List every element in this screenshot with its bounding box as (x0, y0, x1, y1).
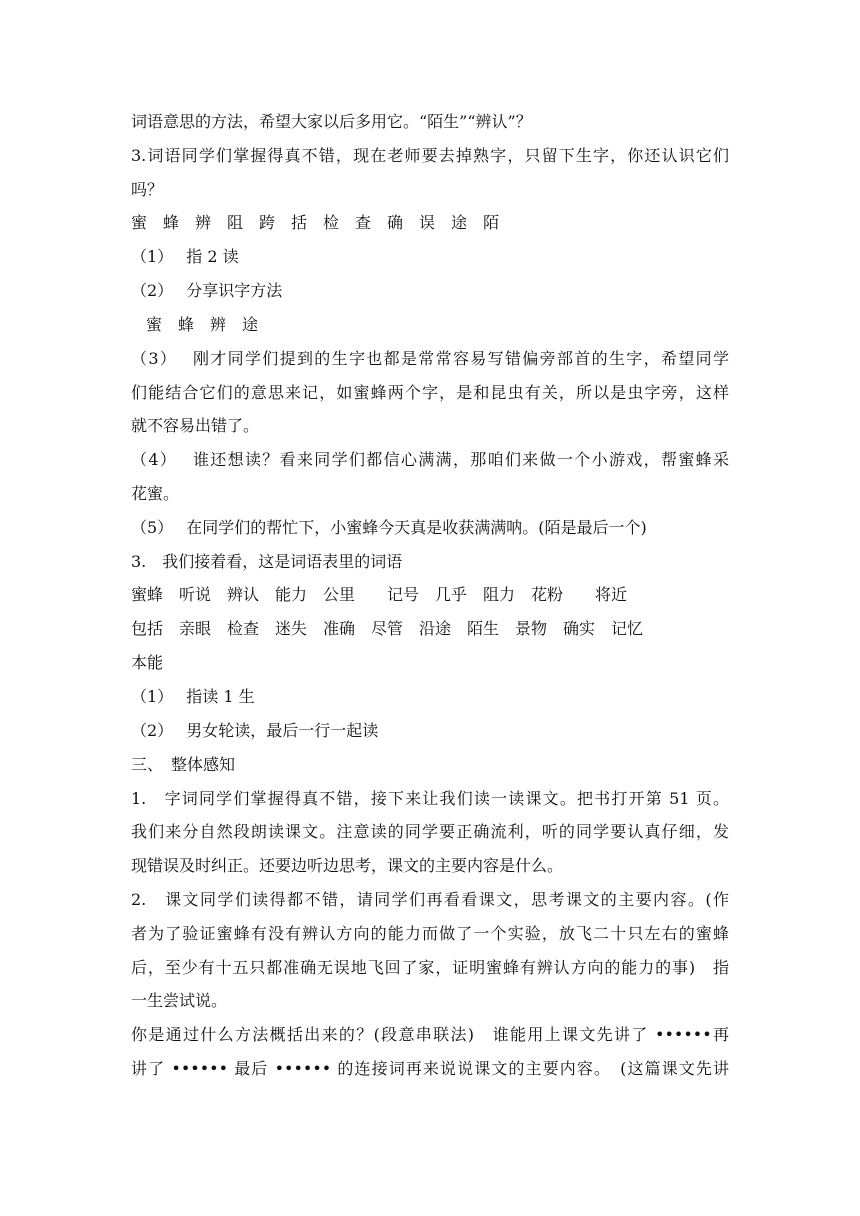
text-line: 1. 字词同学们掌握得真不错，接下来让我们读一读课文。把书打开第 51 页。 (131, 789, 729, 808)
text-line: 2. 课文同学们读得都不错，请同学们再看看课文，思考课文的主要内容。(作 (131, 890, 729, 909)
text-line: 我们来分自然段朗读课文。注意读的同学要正确流利，听的同学要认真仔细，发 (131, 822, 729, 841)
character-list: 蜜 蜂 辨 途 (146, 315, 259, 334)
text-line: 一生尝试说。 (131, 991, 228, 1010)
list-item: （2） 男女轮读，最后一行一起读 (131, 721, 379, 740)
list-item: （2） 分享识字方法 (131, 281, 283, 300)
list-item: （4） 谁还想读？看来同学们都信心满满，那咱们来做一个小游戏，帮蜜蜂采 (131, 450, 729, 469)
word-list: 蜜蜂 听说 辨认 能力 公里 记号 几乎 阻力 花粉 将近 (131, 585, 628, 604)
text-line: 你是通过什么方法概括出来的？(段意串联法) 谁能用上课文先讲了 ••••••再 (131, 1025, 729, 1044)
list-item: （3） 刚才同学们提到的生字也都是常常容易写错偏旁部首的生字，希望同学 (131, 349, 729, 368)
text-line: 3. 我们接着看，这是词语表里的词语 (131, 552, 403, 571)
list-item: （1） 指读 1 生 (131, 687, 255, 706)
text-line: 词语意思的方法，希望大家以后多用它。“陌生”“辨认”？ (131, 112, 532, 131)
text-line: 们能结合它们的意思来记，如蜜蜂两个字，是和昆虫有关，所以是虫字旁，这样 (131, 383, 729, 402)
text-line: 后，至少有十五只都准确无误地飞回了家，证明蜜蜂有辨认方向的能力的事) 指 (131, 958, 729, 977)
text-line: 讲了 •••••• 最后 •••••• 的连接词再来说说课文的主要内容。 (这篇课文先讲 (131, 1059, 729, 1078)
text-line: 3.词语同学们掌握得真不错，现在老师要去掉熟字，只留下生字，你还认识它们 (131, 146, 729, 165)
word-list: 本能 (131, 653, 164, 672)
text-line: 就不容易出错了。 (131, 416, 260, 435)
word-list: 包括 亲眼 检查 迷失 准确 尽管 沿途 陌生 景物 确实 记忆 (131, 619, 644, 638)
text-line: 吗？ (131, 180, 164, 199)
character-list: 蜜 蜂 辨 阻 跨 括 检 查 确 误 途 陌 (131, 213, 500, 232)
text-line: 者为了验证蜜蜂有没有辨认方向的能力而做了一个实验，放飞二十只左右的蜜蜂 (131, 924, 729, 943)
text-line: 花蜜。 (131, 484, 180, 503)
text-line: 现错误及时纠正。还要边听边思考，课文的主要内容是什么。 (131, 856, 564, 875)
list-item: （5） 在同学们的帮忙下，小蜜蜂今天真是收获满满呐。(陌是最后一个) (131, 518, 647, 537)
section-heading: 三、 整体感知 (131, 755, 236, 774)
list-item: （1） 指 2 读 (131, 247, 239, 266)
